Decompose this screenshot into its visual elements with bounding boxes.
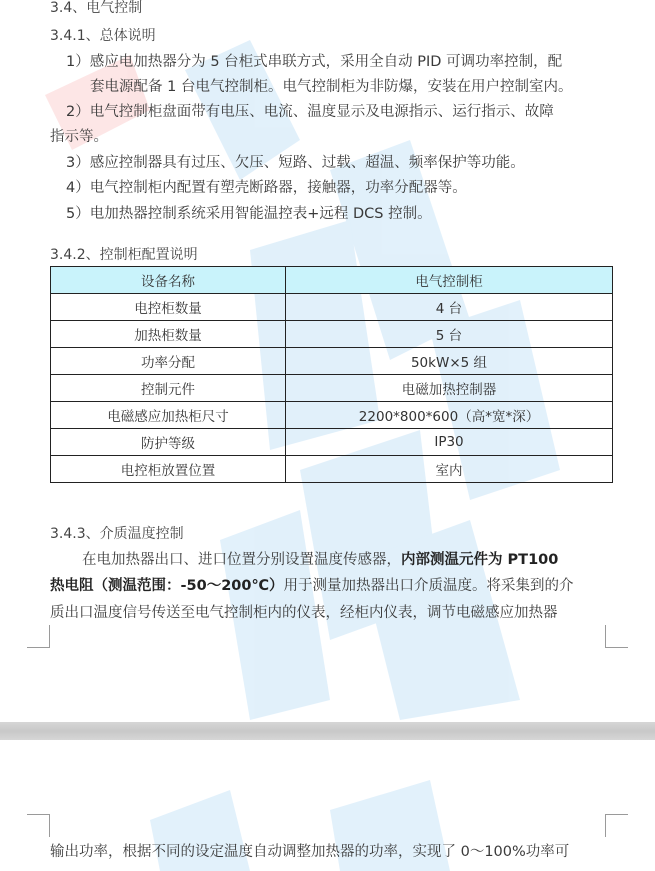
table-row <box>51 456 613 483</box>
section-title: 3.4、电气控制 <box>50 0 143 16</box>
overview-item-1: 1）感应电加热器分为 5 台柜式串联方式，采用全自动 PID 可调功率控制，配 <box>66 54 563 70</box>
table-cell: IP30 <box>286 429 613 456</box>
table-cell: 50kW×5 组 <box>286 348 613 375</box>
table-cell: 电磁感应加热柜尺寸 <box>51 402 286 429</box>
overview-item-2: 2）电气控制柜盘面带有电压、电流、温度显示及电源指示、运行指示、故障 <box>66 104 554 120</box>
table-cell: 2200*800*600（高*宽*深） <box>286 402 613 429</box>
temp-sensor-highlight: 内部测温元件为 PT100 <box>401 552 559 568</box>
table-cell: 防护等级 <box>51 429 286 456</box>
crop-mark-bottom-right <box>605 814 628 837</box>
table-cell: 电控柜数量 <box>51 294 286 321</box>
table-row <box>51 321 613 348</box>
table-row <box>51 348 613 375</box>
table-header-cell: 电气控制柜 <box>286 267 613 294</box>
temp-paragraph-text: 用于测量加热器出口介质温度。将采集到的介 <box>283 578 574 594</box>
table-cell: 电磁加热控制器 <box>286 375 613 402</box>
table-cell: 室内 <box>286 456 613 483</box>
temp-paragraph-line-2 <box>50 576 574 596</box>
temp-paragraph-line-1 <box>82 550 558 570</box>
table-row <box>51 375 613 402</box>
table-cell: 加热柜数量 <box>51 321 286 348</box>
temp-range-highlight: 热电阻（测温范围：-50～200℃） <box>50 578 284 594</box>
subsection-title-temperature-control: 3.4.3、介质温度控制 <box>50 526 184 542</box>
temp-paragraph-line-3: 质出口温度信号传送至电气控制柜内的仪表，经柜内仪表，调节电磁感应加热器 <box>50 605 558 621</box>
overview-item-1-cont: 套电源配备 1 台电气控制柜。电气控制柜为非防爆，安装在用户控制室内。 <box>90 79 573 95</box>
subsection-title-overview: 3.4.1、总体说明 <box>50 28 156 44</box>
crop-mark-bottom-left <box>27 814 50 837</box>
temp-paragraph-line-4: 输出功率，根据不同的设定温度自动调整加热器的功率，实现了 0～100%功率可 <box>50 844 570 860</box>
page-separator <box>0 722 655 740</box>
table-cell: 控制元件 <box>51 375 286 402</box>
temp-paragraph-text: 在电加热器出口、进口位置分别设置温度传感器， <box>82 552 401 568</box>
overview-item-3: 3）感应控制器具有过压、欠压、短路、过载、超温、频率保护等功能。 <box>66 155 525 171</box>
table-row <box>51 402 613 429</box>
overview-item-4: 4）电气控制柜内配置有塑壳断路器，接触器，功率分配器等。 <box>66 180 467 196</box>
table-cell: 功率分配 <box>51 348 286 375</box>
overview-item-2-cont: 指示等。 <box>50 129 108 145</box>
crop-mark-top-left <box>27 625 50 648</box>
table-header-row <box>51 267 613 294</box>
cabinet-config-table <box>50 266 613 483</box>
overview-item-5: 5）电加热器控制系统采用智能温控表+远程 DCS 控制。 <box>66 206 432 222</box>
table-row <box>51 429 613 456</box>
subsection-title-cabinet-config: 3.4.2、控制柜配置说明 <box>50 247 198 263</box>
table-row <box>51 294 613 321</box>
table-header-cell: 设备名称 <box>51 267 286 294</box>
crop-mark-top-right <box>605 625 628 648</box>
table-cell: 4 台 <box>286 294 613 321</box>
table-cell: 电控柜放置位置 <box>51 456 286 483</box>
table-cell: 5 台 <box>286 321 613 348</box>
